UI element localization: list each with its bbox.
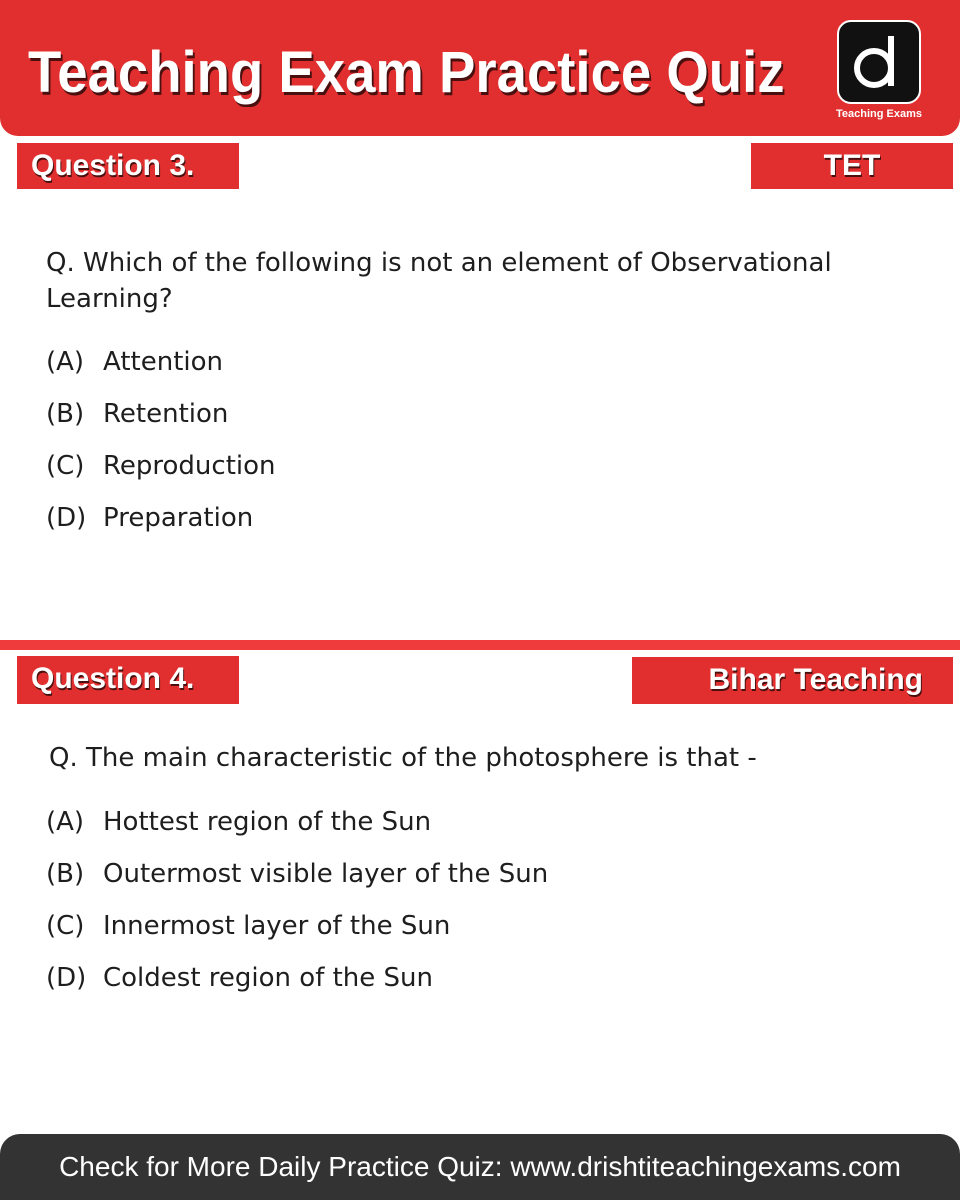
option-text: Hottest region of the Sun — [103, 807, 432, 837]
option-text: Retention — [103, 399, 229, 429]
footer-link-text[interactable]: Check for More Daily Practice Quiz: www.drishtiteachingexams.com — [59, 1151, 901, 1182]
question-3-options — [46, 336, 276, 544]
option-letter: (D) — [46, 963, 87, 993]
question-4-exam-badge: Bihar Teaching — [632, 657, 953, 704]
section-divider — [0, 640, 960, 650]
question-4-option-a — [46, 796, 548, 848]
option-text: Attention — [103, 347, 223, 377]
option-letter: (B) — [46, 859, 85, 889]
option-letter: (B) — [46, 399, 85, 429]
option-text: Innermost layer of the Sun — [103, 911, 451, 941]
question-3-label: Question 3. — [17, 143, 239, 189]
option-letter: (A) — [46, 347, 85, 377]
letter-d-logo-icon — [839, 22, 919, 102]
option-letter: (C) — [46, 451, 85, 481]
option-letter: (C) — [46, 911, 85, 941]
question-4-option-d — [46, 952, 548, 1004]
question-4-options — [46, 796, 548, 1004]
option-text: Reproduction — [103, 451, 276, 481]
brand-logo — [837, 20, 921, 104]
question-3-option-a — [46, 336, 276, 388]
option-letter: (D) — [46, 503, 87, 533]
question-3-option-b — [46, 388, 276, 440]
option-text: Outermost visible layer of the Sun — [103, 859, 549, 889]
question-4-option-b — [46, 848, 548, 900]
header-banner — [0, 0, 960, 136]
question-3-text: Q. Which of the following is not an element of Observational Learning? — [46, 248, 832, 314]
page-title: Teaching Exam Practice Quiz — [28, 40, 785, 105]
footer-bar — [0, 1134, 960, 1200]
option-text: Preparation — [103, 503, 254, 533]
question-4-label: Question 4. — [17, 656, 239, 704]
logo-caption: Teaching Exams — [836, 108, 922, 120]
question-3-exam-badge: TET — [751, 143, 953, 189]
question-3-option-c — [46, 440, 276, 492]
option-letter: (A) — [46, 807, 85, 837]
question-3-option-d — [46, 492, 276, 544]
option-text: Coldest region of the Sun — [103, 963, 434, 993]
question-4-option-c — [46, 900, 548, 952]
question-4-text: Q. The main characteristic of the photosphere is that - — [49, 743, 757, 773]
